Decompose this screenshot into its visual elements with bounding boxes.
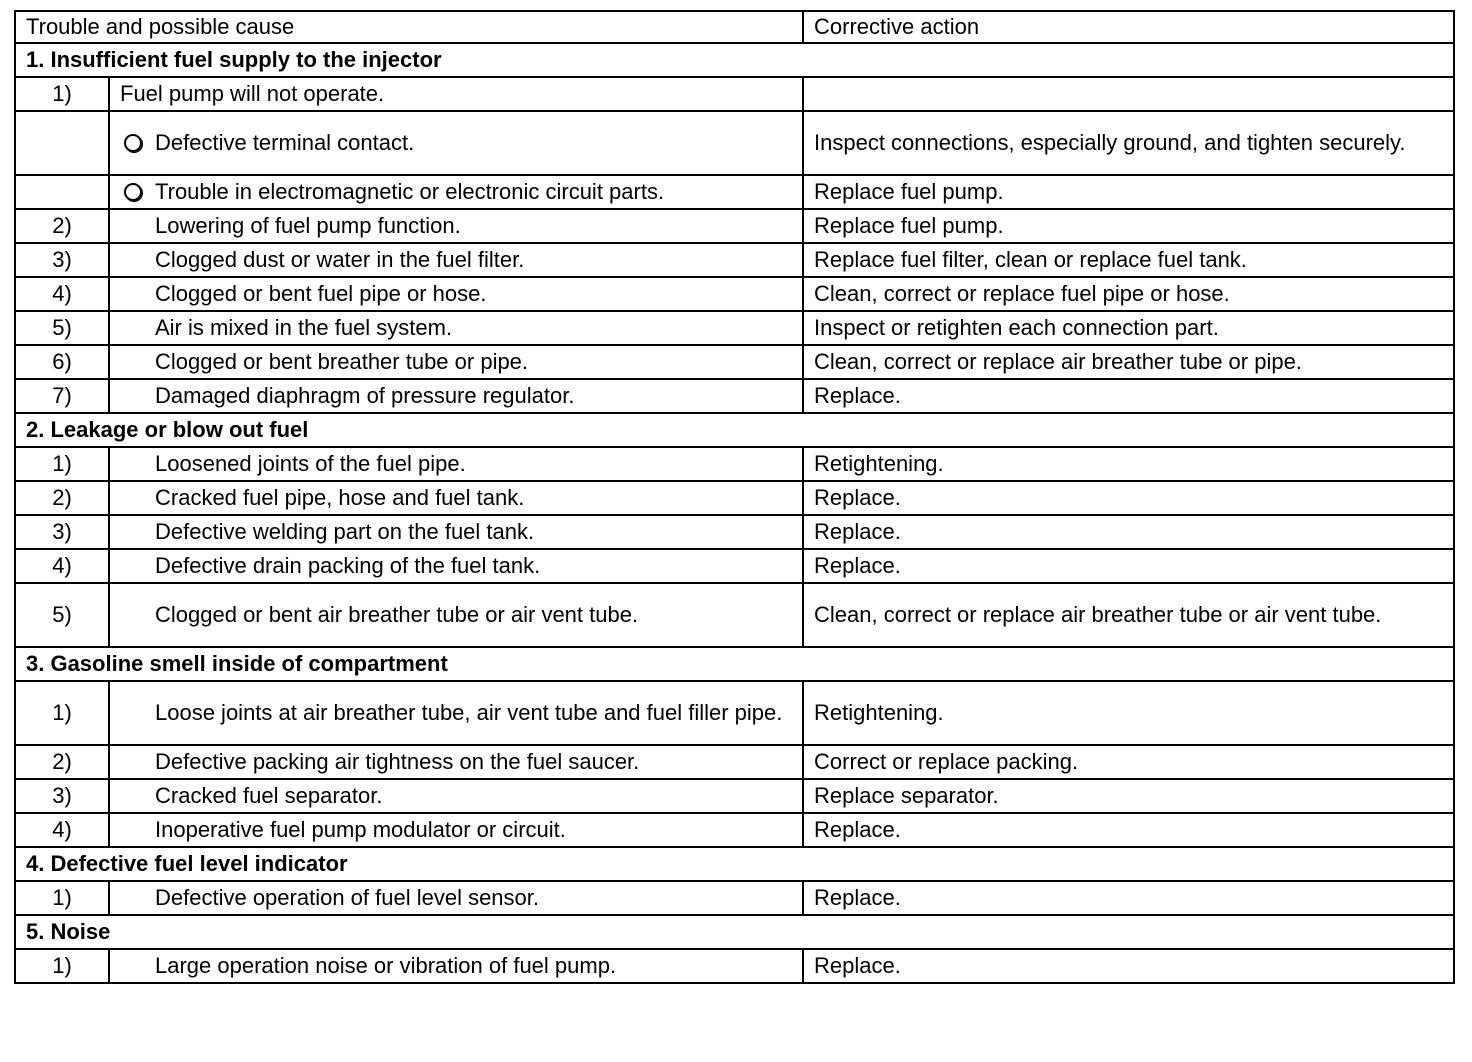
row-action: Replace. [803,949,1454,983]
row-number: 1) [15,881,109,915]
row-action: Replace. [803,481,1454,515]
row-cause: Clogged or bent air breather tube or air vent tube. [155,583,803,647]
section-title: 2. Leakage or blow out fuel [15,413,1454,447]
table-row [15,379,1454,413]
row-action: Clean, correct or replace air breather tube or air vent tube. [803,583,1454,647]
table-row [15,583,1454,647]
row-cause: Trouble in electromagnetic or electronic circuit parts. [155,175,803,209]
row-number: 5) [15,583,109,647]
row-number: 2) [15,745,109,779]
table-row [15,77,1454,111]
row-cause: Defective terminal contact. [155,111,803,175]
table-row [15,243,1454,277]
row-cause: Fuel pump will not operate. [109,77,803,111]
row-action: Inspect or retighten each connection part. [803,311,1454,345]
row-cause: Clogged or bent breather tube or pipe. [155,345,803,379]
table-row [15,175,1454,209]
table-row [15,209,1454,243]
row-cause: Loose joints at air breather tube, air vent tube and fuel filler pipe. [155,681,803,745]
table-row [15,515,1454,549]
row-cause: Air is mixed in the fuel system. [155,311,803,345]
row-number: 1) [15,949,109,983]
row-action: Replace fuel pump. [803,209,1454,243]
table-row [15,549,1454,583]
row-cause: Defective welding part on the fuel tank. [155,515,803,549]
row-action: Retightening. [803,447,1454,481]
row-cause: Defective packing air tightness on the fuel saucer. [155,745,803,779]
row-cause: Clogged or bent fuel pipe or hose. [155,277,803,311]
row-number: 7) [15,379,109,413]
row-cause: Loosened joints of the fuel pipe. [155,447,803,481]
row-action: Inspect connections, especially ground, and tighten securely. [803,111,1454,175]
row-number [15,175,109,209]
row-number: 4) [15,813,109,847]
row-cause: Inoperative fuel pump modulator or circuit. [155,813,803,847]
row-action: Replace. [803,549,1454,583]
table-row [15,881,1454,915]
section-title: 1. Insufficient fuel supply to the injector [15,43,1454,77]
section-row [15,847,1454,881]
row-number: 6) [15,345,109,379]
circle-bullet-icon [124,134,142,152]
section-row [15,647,1454,681]
header-row [15,11,1454,43]
row-cause: Damaged diaphragm of pressure regulator. [155,379,803,413]
row-number: 5) [15,311,109,345]
circle-bullet-icon [124,183,142,201]
row-number: 4) [15,277,109,311]
row-number: 4) [15,549,109,583]
table-row [15,111,1454,175]
row-action: Replace fuel pump. [803,175,1454,209]
row-cause: Cracked fuel separator. [155,779,803,813]
table-row [15,481,1454,515]
row-action: Replace. [803,813,1454,847]
bullet-cell [109,111,155,175]
section-row [15,915,1454,949]
row-action [803,77,1454,111]
row-cause: Clogged dust or water in the fuel filter. [155,243,803,277]
header-action: Corrective action [803,11,1454,43]
row-cause: Large operation noise or vibration of fuel pump. [155,949,803,983]
row-cause: Cracked fuel pipe, hose and fuel tank. [155,481,803,515]
table-row [15,447,1454,481]
troubleshooting-table [14,10,1455,984]
row-number: 1) [15,681,109,745]
section-title: 5. Noise [15,915,1454,949]
table-row [15,745,1454,779]
row-number: 3) [15,779,109,813]
row-cause: Lowering of fuel pump function. [155,209,803,243]
table-row [15,949,1454,983]
table-row [15,779,1454,813]
table-row [15,311,1454,345]
section-row [15,413,1454,447]
row-action: Retightening. [803,681,1454,745]
table-row [15,345,1454,379]
row-action: Replace separator. [803,779,1454,813]
header-cause: Trouble and possible cause [15,11,803,43]
row-action: Replace fuel filter, clean or replace fuel tank. [803,243,1454,277]
bullet-cell [109,175,155,209]
row-action: Correct or replace packing. [803,745,1454,779]
row-number: 2) [15,209,109,243]
row-number: 3) [15,515,109,549]
row-cause: Defective operation of fuel level sensor. [155,881,803,915]
section-title: 4. Defective fuel level indicator [15,847,1454,881]
section-row [15,43,1454,77]
row-number: 1) [15,447,109,481]
row-action: Replace. [803,515,1454,549]
table-row [15,277,1454,311]
row-action: Clean, correct or replace air breather tube or pipe. [803,345,1454,379]
row-number: 1) [15,77,109,111]
row-action: Clean, correct or replace fuel pipe or hose. [803,277,1454,311]
row-number [15,111,109,175]
row-action: Replace. [803,881,1454,915]
section-title: 3. Gasoline smell inside of compartment [15,647,1454,681]
row-cause: Defective drain packing of the fuel tank. [155,549,803,583]
row-number: 3) [15,243,109,277]
row-number: 2) [15,481,109,515]
table-row [15,813,1454,847]
row-action: Replace. [803,379,1454,413]
table-row [15,681,1454,745]
